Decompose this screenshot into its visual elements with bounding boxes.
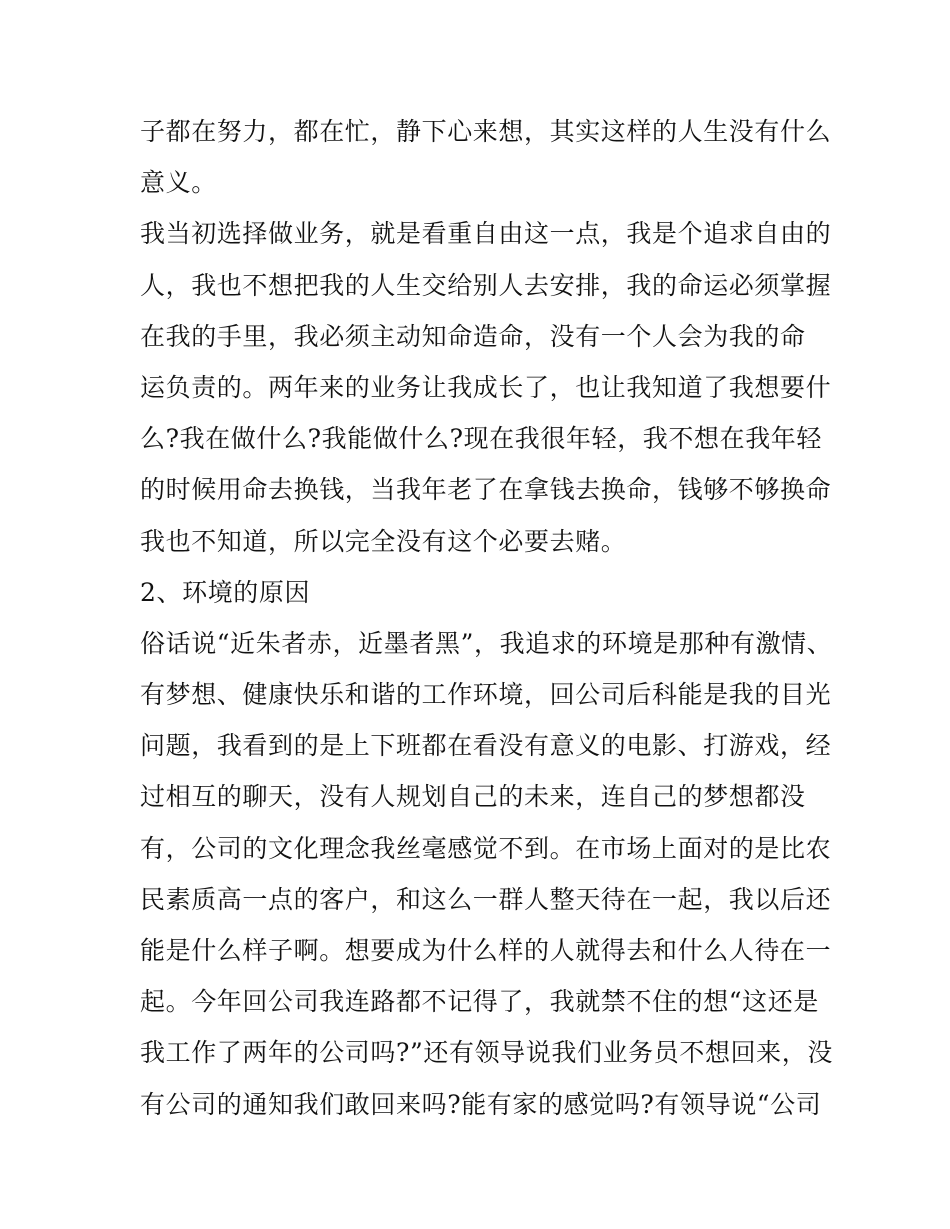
text-line: 我当初选择做业务，就是看重自由这一点，我是个追求自由的 (140, 219, 832, 249)
text-line: 问题，我看到的是上下班都在看没有意义的电影、打游戏，经 (140, 731, 832, 761)
text-line: 子都在努力，都在忙，静下心来想，其实这样的人生没有什么 (140, 117, 832, 146)
text-line: 有，公司的文化理念我丝毫感觉不到。在市场上面对的是比农 (140, 833, 832, 863)
text-line: 的时候用命去换钱，当我年老了在拿钱去换命，钱够不够换命 (140, 475, 832, 505)
section-heading: 2、环境的原因 (140, 577, 311, 607)
text-line: 起。今年回公司我连路都不记得了，我就禁不住的想“这还是 (140, 987, 819, 1017)
text-line: 么?我在做什么?我能做什么?现在我很年轻，我不想在我年轻 (140, 424, 823, 454)
text-line: 能是什么样子啊。想要成为什么样的人就得去和什么人待在一 (140, 936, 832, 965)
text-line: 意义。 (140, 168, 217, 198)
text-line: 俗话说“近朱者赤，近墨者黑”，我追求的环境是那种有激情、 (140, 628, 833, 658)
text-line: 人，我也不想把我的人生交给别人去安排，我的命运必须掌握 (140, 270, 832, 300)
text-line: 我工作了两年的公司吗?”还有领导说我们业务员不想回来，没 (140, 1038, 833, 1068)
text-line: 有公司的通知我们敢回来吗?能有家的感觉吗?有领导说“公司 (140, 1089, 822, 1119)
text-line: 运负责的。两年来的业务让我成长了，也让我知道了我想要什 (140, 372, 832, 402)
document-body (140, 106, 833, 1130)
text-line: 过相互的聊天，没有人规划自己的未来，连自己的梦想都没 (140, 782, 806, 812)
text-line: 在我的手里，我必须主动知命造命，没有一个人会为我的命 (140, 321, 806, 351)
text-line: 民素质高一点的客户，和这么一群人整天待在一起，我以后还 (140, 884, 832, 914)
text-line: 有梦想、健康快乐和谐的工作环境，回公司后科能是我的目光 (140, 680, 832, 710)
text-line: 我也不知道，所以完全没有这个必要去赌。 (140, 526, 627, 556)
